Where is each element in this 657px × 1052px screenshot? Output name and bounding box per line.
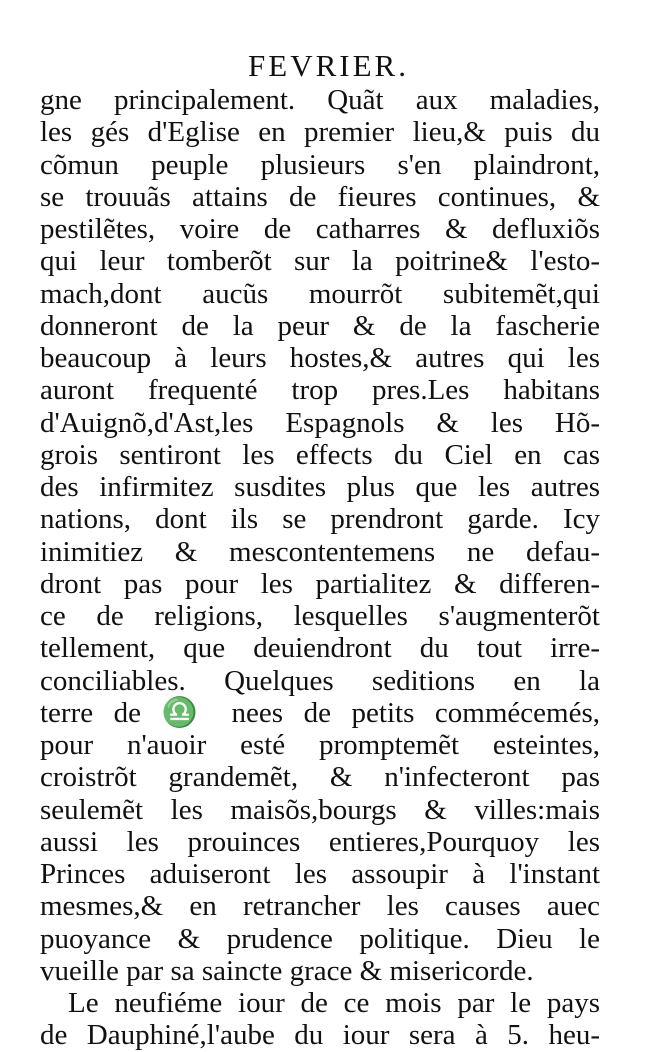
text-line: des infirmitez susdites plus que les autres bbox=[40, 471, 600, 503]
text-line: grois sentiront les effects du Ciel en cas bbox=[40, 438, 600, 471]
text-line: mach,dont aucũs mourrõt subitemẽt,qui bbox=[40, 277, 600, 310]
running-head: FEVRIER. bbox=[248, 48, 409, 83]
text-line: pestilẽtes, voire de catharres & defluxiõs bbox=[40, 213, 600, 245]
text-line: tellement, que deuiendront du tout irre- bbox=[40, 632, 600, 665]
text-line: les gés d'Eglise en premier lieu,& puis du bbox=[40, 116, 600, 149]
text-line: Princes aduiseront les assoupir à l'instant bbox=[40, 858, 600, 890]
text-line: conciliables. Quelques seditions en la bbox=[40, 664, 600, 697]
text-line: terre de ♎ nees de petits commécemés, bbox=[40, 696, 600, 729]
text-line: nations, dont ils se prendront garde. Icy bbox=[40, 503, 600, 536]
text-line: croistrõt grandemẽt, & n'infecteront pas bbox=[40, 761, 600, 794]
text-line: beaucoup à leurs hostes,& autres qui les bbox=[40, 342, 600, 374]
paragraph-end-line: vueille par sa saincte grace & misericorde. bbox=[40, 954, 534, 987]
text-line: se trouuãs attains de fieures continues, & bbox=[40, 180, 600, 213]
text-line: donneront de la peur & de la fascherie bbox=[40, 309, 600, 342]
text-line: mesmes,& en retrancher les causes auec bbox=[40, 890, 600, 923]
text-line: ce de religions, lesquelles s'augmenterõt bbox=[40, 600, 600, 632]
text-line: d'Auignõ,d'Ast,les Espagnols & les Hõ- bbox=[40, 406, 600, 439]
text-line: de Dauphiné,l'aube du iour sera à 5. heu- bbox=[40, 1019, 600, 1052]
text-line: auront frequenté trop pres.Les habitans bbox=[40, 374, 600, 407]
text-line: pour n'auoir esté promptemẽt esteintes, bbox=[40, 729, 600, 761]
paragraph-start-line: Le neufiéme iour de ce mois par le pays bbox=[68, 987, 600, 1019]
text-line: aussi les prouinces entieres,Pourquoy les bbox=[40, 825, 600, 858]
text-line: puoyance & prudence politique. Dieu le bbox=[40, 922, 600, 955]
text-line: gne principalement. Quãt aux maladies, bbox=[40, 84, 600, 116]
body-text bbox=[40, 84, 600, 1052]
text-line: dront pas pour les partialitez & differen- bbox=[40, 567, 600, 600]
text-line: qui leur tomberõt sur la poitrine& l'esto- bbox=[40, 245, 600, 278]
text-line: inimitiez & mescontentemens ne defau- bbox=[40, 535, 600, 568]
text-line: seulemẽt les maisõs,bourgs & villes:mais bbox=[40, 793, 600, 826]
text-line: cõmun peuple plusieurs s'en plaindront, bbox=[40, 148, 600, 181]
